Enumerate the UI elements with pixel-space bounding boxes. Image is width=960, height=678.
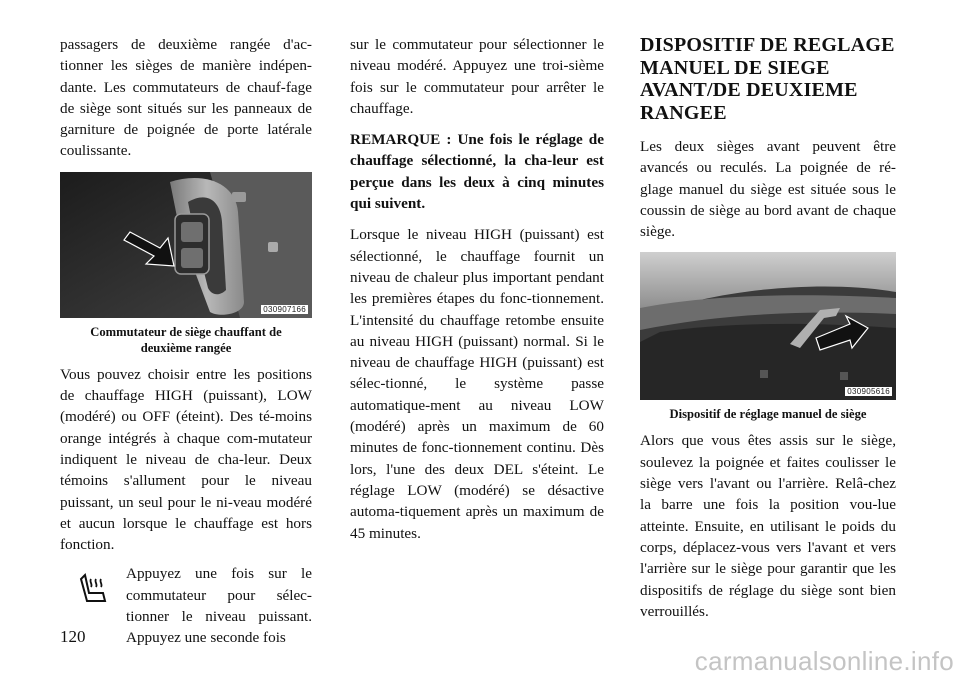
column-right [640, 34, 896, 622]
seat-adjust-procedure: Alors que vous êtes assis sur le siège, soulevez la poignée et faites coulisser le siège vers l'avant ou l'arrière. Relâ-chez la barre une fois la position vou-lue atteinte. Ensuite, en utilisant le poids du corps, déplacez-vous vers l'avant et vers l'arrière sur le siège pour garantir que les dispositifs de réglage du siège sont bien verrouillés. [640, 432, 896, 620]
seat-adjust-intro: Les deux sièges avant peuvent être avancés ou reculés. La poignée de ré-glage manuel du siège est située sous le coussin de siège au bord avant de chaque siège. [640, 138, 896, 241]
heated-seat-instruction [60, 563, 312, 648]
seat-adjuster-illustration [640, 252, 896, 400]
figure-code: 030907166 [263, 304, 306, 314]
continued-paragraph: sur le commutateur pour sélectionner le niveau modéré. Appuyez une troi-sième fois sur le commutateur pour arrêter le chauffage. [350, 36, 604, 117]
watermark: carmanualsonline.info [694, 646, 954, 676]
high-level-paragraph: Lorsque le niveau HIGH (puissant) est sélectionné, le chauffage fournit un niveau de chaleur plus important pendant les premières étapes du fonc-tionnement. L'intensité du chauffage retombe ensuite au niveau HIGH (puissant) normal. Si le niveau de chauffage HIGH (puissant) est sélec-tionné, le système passe automatique-ment au niveau LOW (modéré) après un maximum de 60 minutes de fonc-tionnement continu. Dès lors, l'une des deux DEL s'éteint. Le réglage LOW (modéré) se désactive automa-tiquement après un maximum de 45 minutes. [350, 226, 604, 542]
heat-levels-paragraph: Vous pouvez choisir entre les positions de chauffage HIGH (puissant), LOW (modéré) ou OFF (éteint). Des té-moins orange intégrés à chaque com-mutateur indiquent le niveau de cha-leur. Deux témoins s'allument pour le niveau puissant, un seul pour le ni-veau modéré et aucun lorsque le chauffage est hors fonction. [60, 365, 312, 554]
page-number: 120 [60, 627, 86, 646]
note-paragraph: REMARQUE : Une fois le réglage de chauffage sélectionné, la cha-leur est perçue dans les deux à cinq minutes qui suivent. [350, 131, 604, 213]
caption-line: Commutateur de siège chauffant de [90, 324, 282, 339]
figure-code: 030905616 [847, 387, 890, 397]
seat-adjuster-photo [640, 252, 896, 400]
door-switch-photo [60, 172, 312, 318]
caption-line: deuxième rangée [140, 340, 232, 355]
figure-caption [60, 324, 312, 356]
column-left [60, 34, 312, 649]
section-heading: DISPOSITIF DE REGLAGE MANUEL DE SIEGE AVANT/DE DEUXIEME RANGEE [640, 34, 895, 124]
icon-instruction-text: Appuyez une fois sur le commutateur pour sélec-tionner le niveau puissant. Appuyez une seconde fois [126, 565, 312, 647]
figure-caption: Dispositif de réglage manuel de siège [669, 407, 867, 422]
heated-seat-icon [60, 563, 126, 607]
intro-paragraph: passagers de deuxième rangée d'ac-tionner les sièges de manière indépen-dante. Les commutateurs de chauf-fage de siège sont situés sur les panneaux de garniture de poignée de porte latérale coulissante. [60, 36, 312, 160]
column-middle [350, 34, 604, 544]
door-switch-illustration [60, 172, 312, 318]
